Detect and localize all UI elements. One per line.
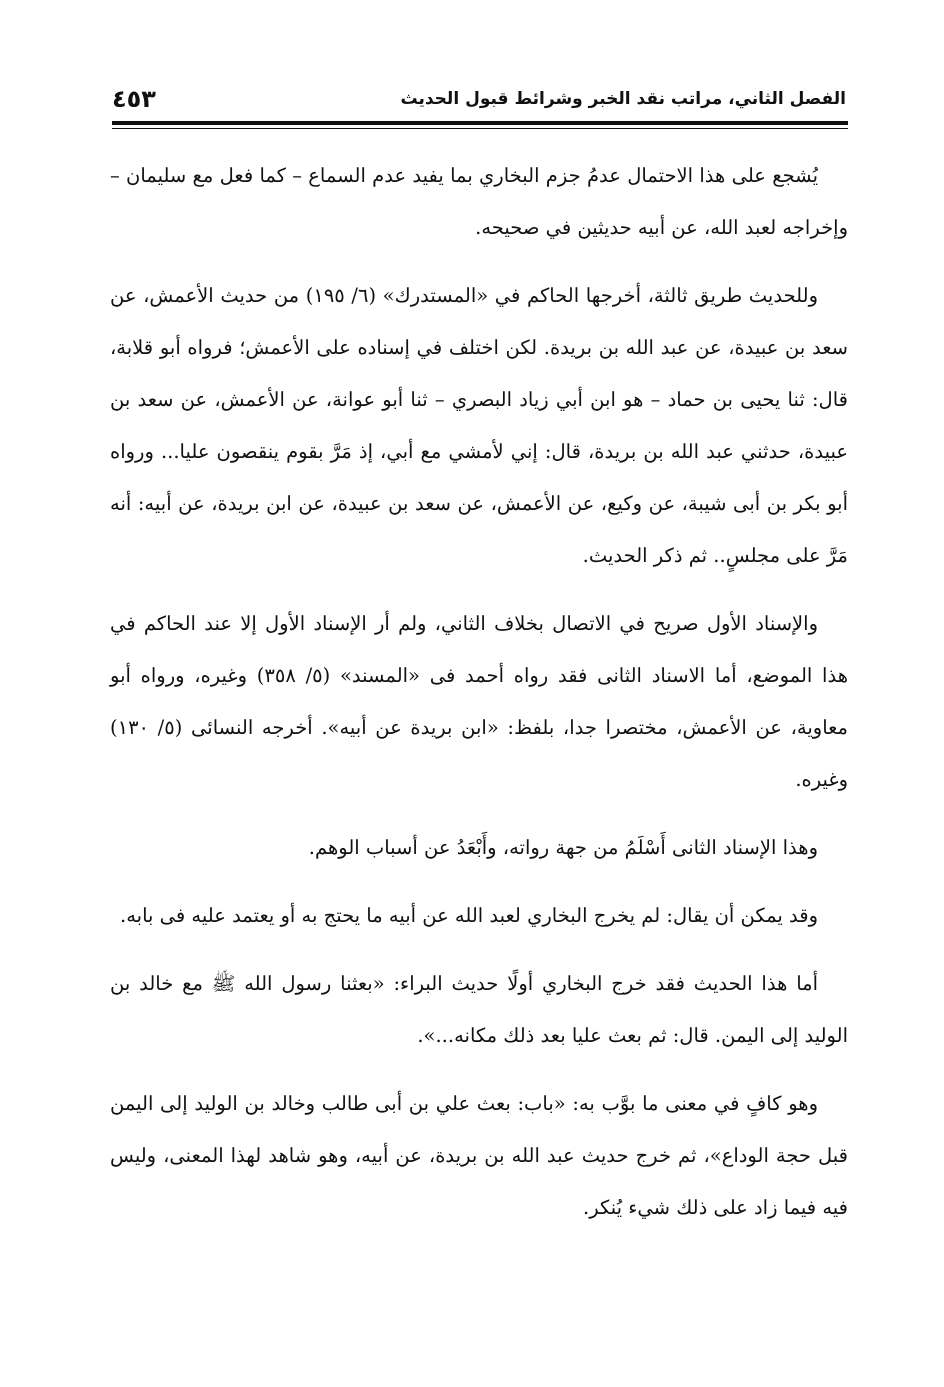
paragraph-3: والإسناد الأول صريح في الاتصال بخلاف الثاني، ولم أر الإسناد الأول إلا عند الحاكم في هذا الموضع، أما الاسناد الثانى فقد رواه أحمد فى «المسند» (٥/ ٣٥٨) وغيره، ورواه أبو معاوية، عن الأعمش، مختصرا جدا، بلفظ: «ابن بريدة عن أبيه». أخرجه النسائى (٥/ ١٣٠) وغيره. [110, 612, 848, 791]
paragraph-2: وللحديث طريق ثالثة، أخرجها الحاكم في «المستدرك» (٦/ ١٩٥) من حديث الأعمش، عن سعد بن عبيدة، عن عبد الله بن بريدة. لكن اختلف في إسناده على الأعمش؛ فرواه أبو قلابة، قال: ثنا يحيى بن حماد – هو ابن أبي زياد البصري – ثنا أبو عوانة، عن الأعمش، عن سعد بن عبيدة، حدثني عبد الله بن بريدة، قال: إني لأمشي مع أبي، إذ مَرَّ بقوم ينقصون عليا... ورواه أبو بكر بن أبى شيبة، عن وكيع، عن الأعمش، عن سعد بن عبيدة، عن ابن بريدة، عن أبيه: أنه مَرَّ على مجلسٍ.. ثم ذكر الحديث. [110, 284, 848, 567]
chapter-title: الفصل الثاني، مراتب نقد الخبر وشرائط قبول الحديث [400, 89, 846, 109]
paragraph-1: يُشجع على هذا الاحتمال عدمُ جزم البخاري بما يفيد عدم السماع – كما فعل مع سليمان – وإخراجه لعبد الله، عن أبيه حديثين في صحيحه. [110, 164, 848, 239]
paragraph-4: وهذا الإسناد الثانى أَسْلَمُ من جهة رواته، وأَبْعَدُ عن أسباب الوهم. [308, 836, 818, 859]
header-rule-thick [112, 121, 848, 125]
paragraph-6: أما هذا الحديث فقد خرج البخاري أولًا حديث البراء: «بعثنا رسول الله ﷺ مع خالد بن الوليد إلى اليمن. قال: ثم بعث عليا بعد ذلك مكانه...». [110, 972, 848, 1047]
paragraph-5: وقد يمكن أن يقال: لم يخرج البخاري لعبد الله عن أبيه ما يحتج به أو يعتمد عليه فى بابه. [120, 904, 818, 927]
body-text [110, 150, 848, 1317]
page-number: ٤٥٣ [112, 85, 156, 113]
paragraph-7: وهو كافٍ في معنى ما بوَّب به: «باب: بعث علي بن أبى طالب وخالد بن الوليد إلى اليمن قبل حجة الوداع»، ثم خرج حديث عبد الله بن بريدة، عن أبيه، وهو شاهد لهذا المعنى، وليس فيه فيما زاد على ذلك شيء يُنكر. [110, 1092, 848, 1219]
header-rule-thin [112, 128, 848, 129]
running-header [112, 82, 846, 116]
